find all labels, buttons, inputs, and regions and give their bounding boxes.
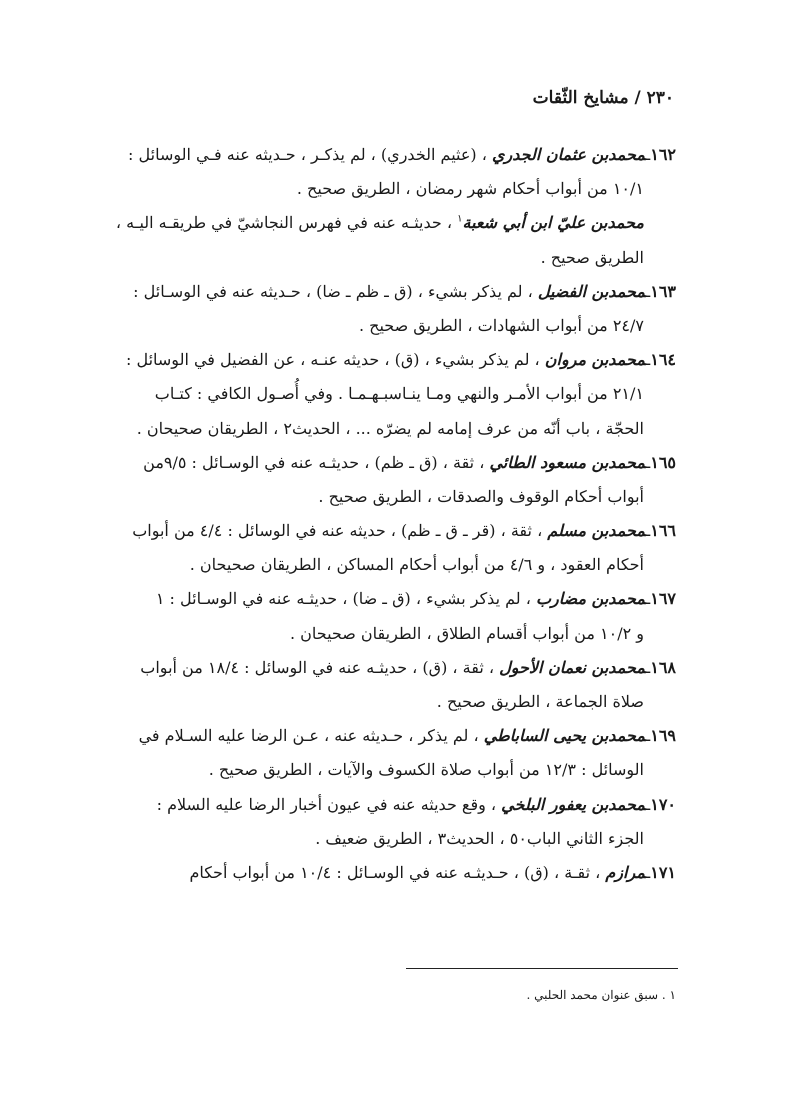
- entry-details: ، لم يذكر ، حـديثه عنه ، عـن الرضا عليه السـلام في: [138, 726, 484, 746]
- entry-dash: ـ: [645, 521, 651, 541]
- entry-details: ، لم يذكر بشيء ، (ق ـ ظم ـ ضا) ، حـديثه عنه في الوسـائل :: [133, 281, 538, 301]
- entry-first-line: [105, 446, 676, 480]
- entry-164: [105, 343, 676, 446]
- entry-166: [105, 514, 676, 582]
- entry-number: ١٧١: [650, 862, 676, 882]
- narrator-name: محمدبن مسعود الطائي: [489, 452, 646, 472]
- entry-171: [105, 856, 676, 890]
- entry-dash: ـ: [645, 145, 651, 164]
- entry-first-line: [105, 651, 676, 685]
- entry-number: ١٦٩: [650, 726, 676, 746]
- entry-details: ، ثقة ، (قر ـ ق ـ ظم) ، حديثه عنه في الوسائل : ٤/٤ من أبواب: [132, 521, 548, 541]
- entry-continuation-line: أحكام العقود ، و ٤/٦ من أبواب أحكام المساكن ، الطريقان صحيحان .: [189, 555, 644, 575]
- narrator-name: محمدبن الفضيل: [537, 281, 646, 301]
- entry-number: ١٦٣: [650, 281, 676, 301]
- narrator-name: محمدبن مروان: [544, 350, 646, 370]
- entry-dash: ـ: [645, 862, 651, 882]
- entry-details: ، لم يذكر بشيء ، (ق ـ ضا) ، حديثـه عنه في الوسـائل : ١: [155, 589, 536, 609]
- entry-continuation-line: صلاة الجماعة ، الطريق صحيح .: [436, 692, 644, 711]
- entry-dash: ـ: [645, 281, 651, 301]
- entry-first-line: [105, 138, 676, 172]
- entry-details: ، حديثـه عنه في فهرس النجاشيّ في طريقـه اليـه ،: [115, 213, 458, 233]
- narrator-name: محمدبن مسلم: [547, 521, 646, 541]
- entry-162: [105, 138, 676, 206]
- running-header: ٢٣٠ / مشايخ الثّقات: [532, 88, 674, 108]
- entry-165: [105, 446, 676, 514]
- footnote: ١ . سبق عنوان محمد الحلبي .: [526, 988, 676, 1002]
- entry-continuation-line: ٢١/١ من أبواب الأمـر والنهي ومـا ينـاسبـهـمـا . وفي أُصـول الكافي : كتـاب: [154, 384, 644, 404]
- narrator-name: محمدبن مضارب: [535, 589, 646, 609]
- entry-dash: ـ: [645, 726, 651, 746]
- entry-details: ، (عثيم الخدري) ، لم يذكـر ، حـديثه عنه فـي الوسائل :: [128, 145, 492, 164]
- entry-first-line: [105, 343, 676, 377]
- entry-169: [105, 719, 676, 787]
- entry-dash: ـ: [645, 589, 651, 609]
- entry-number: ١٦٨: [650, 657, 676, 677]
- entry-details: ، وقع حديثه عنه في عيون أخبار الرضا عليه السلام :: [156, 794, 502, 814]
- narrator-name: مرازم: [605, 862, 646, 882]
- entry-number: ١٦٤: [650, 350, 676, 370]
- entry-first-line: [105, 206, 676, 240]
- entry-number: ١٧٠: [650, 794, 676, 814]
- entry-first-line: [105, 514, 676, 548]
- narrator-name: محمدبن عثمان الجدري: [491, 145, 646, 164]
- entry-continuation-line: أبواب أحكام الوقوف والصدقات ، الطريق صحيح .: [318, 486, 644, 506]
- entry-first-line: [105, 275, 676, 309]
- entry-details: ، لم يذكر بشيء ، (ق) ، حديثه عنـه ، عن الفضيل في الوسائل :: [125, 350, 545, 370]
- entry-168: [105, 651, 676, 719]
- entry-number: ١٦٦: [650, 521, 676, 541]
- entry-continuation-line: الوسائل : ١٢/٣ من أبواب صلاة الكسوف والآيات ، الطريق صحيح .: [208, 760, 644, 780]
- narrator-name: محمدبن نعمان الأحول: [499, 657, 646, 677]
- narrator-name: محمدبن يعفور البلخي: [501, 794, 646, 814]
- entry-dash: ـ: [645, 350, 651, 370]
- entry-first-line: [105, 856, 676, 890]
- entry-details: ، ثقة ، (ق) ، حديثـه عنه في الوسائل : ١٨/٤ من أبواب: [140, 657, 500, 677]
- entry-first-line: [105, 719, 676, 753]
- entry-continuation-line: ١٠/١ من أبواب أحكام شهر رمضان ، الطريق صحيح .: [296, 179, 644, 199]
- narrator-name: محمدبن يحيى الساباطي: [483, 726, 646, 746]
- entry-details: ، ثقـة ، (ق) ، حـديثـه عنه في الوسـائل : ١٠/٤ من أبواب أحكام: [189, 862, 606, 882]
- sub-entry-ibn-abi-shuba: [105, 206, 676, 274]
- entry-number: ١٦٥: [650, 452, 676, 472]
- footnote-divider: [406, 968, 678, 969]
- entry-continuation-line: ٢٤/٧ من أبواب الشهادات ، الطريق صحيح .: [358, 315, 644, 335]
- entry-dash: ـ: [645, 452, 651, 472]
- entry-details: ، ثقة ، (ق ـ ظم) ، حديثـه عنه في الوسـائل : ٩/٥من: [143, 452, 490, 472]
- entries-list: [105, 138, 676, 890]
- entry-continuation-line: الجزء الثاني الباب٥٠ ، الحديث٣ ، الطريق ضعيف .: [315, 828, 644, 848]
- entry-number: ١٦٢: [650, 145, 676, 164]
- entry-number: ١٦٧: [650, 589, 676, 609]
- entry-167: [105, 582, 676, 650]
- entry-163: [105, 275, 676, 343]
- entry-dash: ـ: [645, 794, 651, 814]
- entry-170: [105, 788, 676, 856]
- footnote-ref: ١: [457, 214, 463, 226]
- entry-continuation-line: و ١٠/٢ من أبواب أقسام الطلاق ، الطريقان صحيحان .: [289, 623, 644, 643]
- entry-first-line: [105, 788, 676, 822]
- entry-first-line: [105, 582, 676, 616]
- narrator-name: محمدبن عليّ ابن أبي شعبة: [462, 213, 644, 233]
- entry-dash: ـ: [645, 657, 651, 677]
- entry-continuation-line: الحجّة ، باب أنّه من عرف إمامه لم يضرّه ... ، الحديث٢ ، الطريقان صحيحان .: [136, 418, 644, 438]
- entry-continuation-line: الطريق صحيح .: [540, 247, 644, 267]
